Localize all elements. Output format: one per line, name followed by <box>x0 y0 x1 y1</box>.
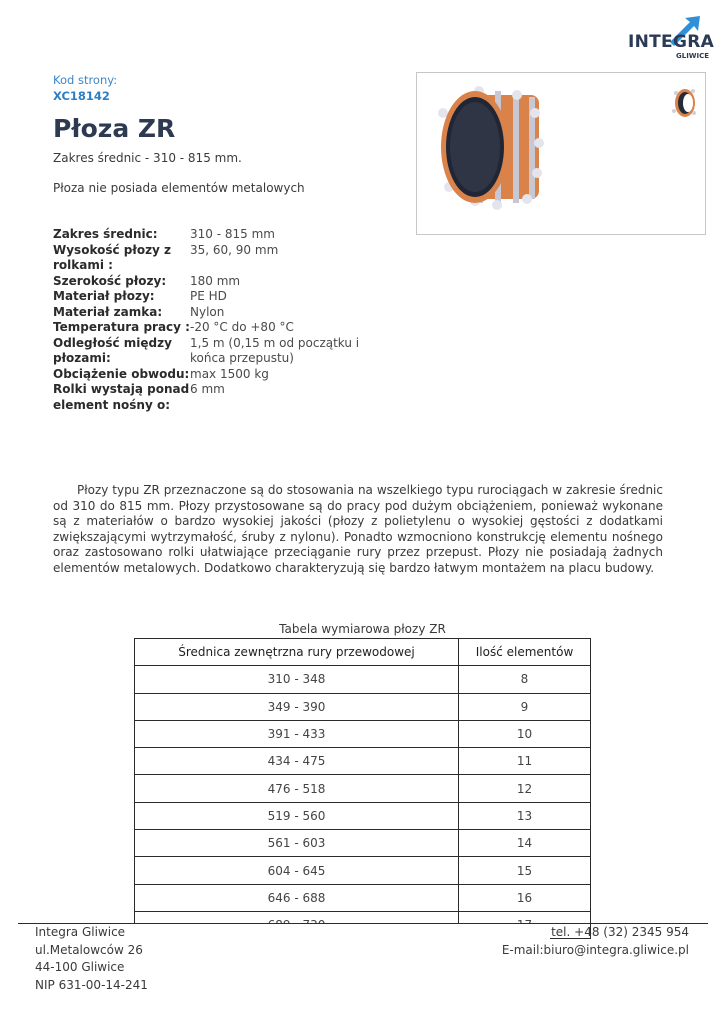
table-row <box>135 775 591 802</box>
cell-diameter-range: 391 - 433 <box>135 720 459 747</box>
page-title: Płoza ZR <box>53 114 176 143</box>
footer-phone: tel. +48 (32) 2345 954 <box>551 925 689 939</box>
footer-mask <box>130 924 550 944</box>
spec-value: 310 - 815 mm <box>190 227 275 241</box>
page-code-label: Kod strony: <box>53 73 118 87</box>
dimension-table <box>134 638 591 939</box>
footer-tax-id: NIP 631-00-14-241 <box>35 977 148 992</box>
spec-row <box>53 336 373 367</box>
cell-diameter-range: 434 - 475 <box>135 748 459 775</box>
logo-subtext: GLIWICE <box>676 52 710 60</box>
cell-diameter-range: 519 - 560 <box>135 802 459 829</box>
spec-value: -20 °C do +80 °C <box>190 320 294 334</box>
table-row <box>135 884 591 911</box>
product-photo <box>416 72 706 235</box>
table-row <box>135 802 591 829</box>
cell-diameter-range: 476 - 518 <box>135 775 459 802</box>
table-row <box>135 720 591 747</box>
spec-label: Obciążenie obwodu: <box>53 366 190 381</box>
spec-label: Szerokość płozy: <box>53 273 167 288</box>
table-row <box>135 748 591 775</box>
spec-value: Nylon <box>190 304 225 319</box>
table-row <box>135 666 591 693</box>
page-code-value: XC18142 <box>53 89 110 103</box>
pipe-skid-image <box>417 73 705 234</box>
cell-element-count: 13 <box>459 802 591 829</box>
cell-diameter-range: 349 - 390 <box>135 693 459 720</box>
footer-company: Integra Gliwice <box>35 925 126 939</box>
cell-diameter-range: 310 - 348 <box>135 666 459 693</box>
column-header-count: Ilość elementów <box>459 639 591 666</box>
spec-row <box>53 320 373 336</box>
cell-element-count: 16 <box>459 884 591 911</box>
cell-element-count: 12 <box>459 775 591 802</box>
footer-city: 44-100 Gliwice <box>35 960 125 974</box>
cell-diameter-range: 604 - 645 <box>135 857 459 884</box>
spec-label: Temperatura pracy : <box>53 320 190 334</box>
cell-element-count: 10 <box>459 720 591 747</box>
spec-row <box>53 382 373 413</box>
spec-label: Rolki wystają ponad element nośny o: <box>53 382 190 412</box>
footer-street: ul.Metalowców 26 <box>35 942 143 957</box>
logo-text: INTEGRA <box>628 32 715 52</box>
spec-row <box>53 367 373 383</box>
cell-element-count: 8 <box>459 666 591 693</box>
specs-table <box>53 227 373 413</box>
page-subtitle: Zakres średnic - 310 - 815 mm. <box>53 151 242 165</box>
spec-row <box>53 305 373 321</box>
spec-value: 180 mm <box>190 273 241 288</box>
cell-element-count: 14 <box>459 830 591 857</box>
cell-element-count: 9 <box>459 693 591 720</box>
product-description: Płozy typu ZR przeznaczone są do stosowania na wszelkiego typu rurociągach w zakresie średnic od 310 do 815 mm. Płozy przystosowane są do pracy pod dużym obciążeniem, ponieważ wykonane są z materiałów o bardzo wysokiej jakości (płozy z polietylenu o wysokiej gęstości z dodatkami zwiększającymi wytrzymałość, śruby z nylonu). Ponadto wzmocniono konstrukcję elementu nośnego oraz zastosowano rolki ułatwiające przeciąganie rury przez przepust. Płozy nie posiadają żadnych elementów metalowych. Dodatkowo charakteryzują się bardzo łatwym montażem na placu budowy. <box>53 483 663 575</box>
spec-row <box>53 289 373 305</box>
cell-element-count: 11 <box>459 748 591 775</box>
spec-row <box>53 243 373 274</box>
company-logo <box>624 14 716 64</box>
cell-element-count: 15 <box>459 857 591 884</box>
spec-label: Zakres średnic: <box>53 227 158 241</box>
spec-label: Materiał zamka: <box>53 304 163 319</box>
spec-label: Wysokość płozy z rolkami : <box>53 242 172 272</box>
spec-label: Odległość między płozami: <box>53 335 172 365</box>
spec-value: 6 mm <box>190 382 225 396</box>
spec-value: max 1500 kg <box>190 366 269 381</box>
spec-value: 35, 60, 90 mm <box>190 242 279 257</box>
table-header-row <box>135 639 591 666</box>
spec-row <box>53 274 373 290</box>
table-row <box>135 693 591 720</box>
spec-value: 1,5 m (0,15 m od początku i końca przepustu) <box>190 335 360 365</box>
cell-diameter-range: 561 - 603 <box>135 830 459 857</box>
material-note: Płoza nie posiada elementów metalowych <box>53 181 305 195</box>
footer-address <box>35 924 148 994</box>
table-row <box>135 830 591 857</box>
footer-email: E-mail:biuro@integra.gliwice.pl <box>501 942 689 957</box>
footer-contact <box>502 924 689 959</box>
spec-value: PE HD <box>190 289 227 303</box>
column-header-diameter: Średnica zewnętrzna rury przewodowej <box>135 639 459 666</box>
spec-row <box>53 227 373 243</box>
table-row <box>135 857 591 884</box>
table-caption: Tabela wymiarowa płozy ZR <box>279 622 446 636</box>
cell-diameter-range: 646 - 688 <box>135 884 459 911</box>
spec-label: Materiał płozy: <box>53 289 155 303</box>
